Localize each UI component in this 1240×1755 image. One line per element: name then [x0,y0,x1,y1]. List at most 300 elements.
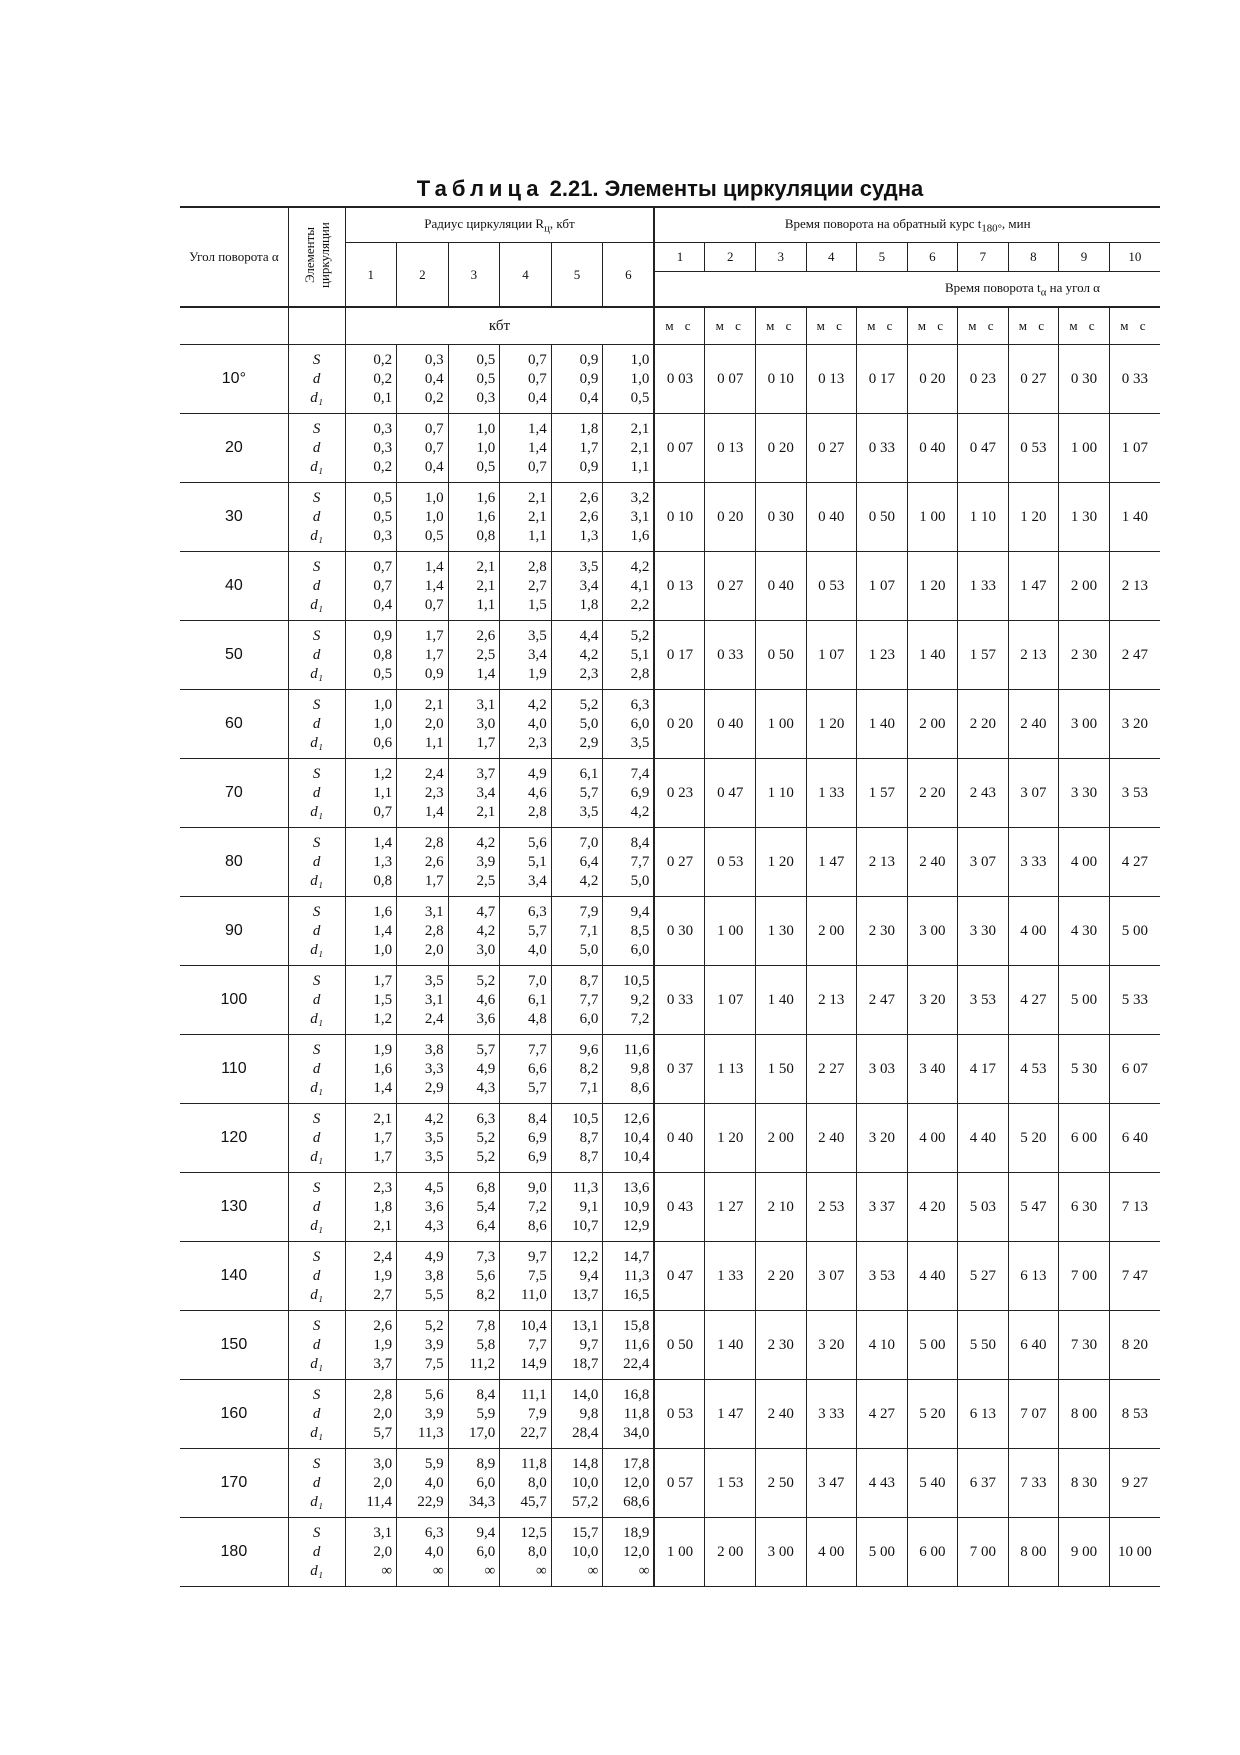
time-cell: 3 40 [907,1035,958,1104]
table-title-text: 2.21. Элементы циркуляции судна [549,176,924,201]
element-labels: S d d₁ [288,621,345,690]
time-cell: 0 30 [1059,345,1110,414]
time-col-8: 8 [1008,243,1059,272]
radius-cell: 12,6 10,4 10,4 [603,1104,655,1173]
time-cell: 1 00 [654,1518,705,1587]
time-cell: 0 30 [654,897,705,966]
unit-ms-3: м с [755,307,806,345]
time-cell: 2 40 [1008,690,1059,759]
radius-cell: 1,4 1,4 0,7 [500,414,552,483]
unit-ms-5: м с [857,307,908,345]
time-cell: 0 27 [705,552,756,621]
time-cell: 1 20 [907,552,958,621]
element-labels: S d d₁ [288,345,345,414]
angle-cell: 150 [180,1311,288,1380]
radius-cell: 2,8 2,6 1,7 [397,828,449,897]
table-row [180,828,1160,897]
angle-cell: 80 [180,828,288,897]
time-cell: 2 20 [958,690,1009,759]
time-cell: 10 00 [1109,1518,1160,1587]
radius-col-5: 5 [551,243,603,308]
radius-cell: 2,3 1,8 2,1 [345,1173,397,1242]
time-cell: 4 30 [1059,897,1110,966]
radius-cell: 1,0 1,0 0,6 [345,690,397,759]
radius-cell: 9,4 8,5 6,0 [603,897,655,966]
time-cell: 0 47 [958,414,1009,483]
time-cell: 1 00 [755,690,806,759]
radius-cell: 17,8 12,0 68,6 [603,1449,655,1518]
table-row [180,1173,1160,1242]
time-cell: 6 13 [958,1380,1009,1449]
angle-cell: 50 [180,621,288,690]
element-labels: S d d₁ [288,1311,345,1380]
angle-cell: 60 [180,690,288,759]
angle-cell: 120 [180,1104,288,1173]
angle-cell: 160 [180,1380,288,1449]
radius-cell: 1,6 1,6 0,8 [448,483,500,552]
time-cell: 0 13 [705,414,756,483]
time-cell: 1 40 [1109,483,1160,552]
time-cell: 0 30 [755,483,806,552]
time-cell: 9 27 [1109,1449,1160,1518]
radius-cell: 9,6 8,2 7,1 [551,1035,603,1104]
radius-cell: 7,4 6,9 4,2 [603,759,655,828]
radius-col-3: 3 [448,243,500,308]
radius-col-2: 2 [397,243,449,308]
time-cell: 2 40 [907,828,958,897]
table-row [180,345,1160,414]
time-cell: 5 00 [907,1311,958,1380]
time-cell: 4 10 [857,1311,908,1380]
angle-cell: 130 [180,1173,288,1242]
time-cell: 0 23 [654,759,705,828]
radius-cell: 0,7 0,7 0,4 [397,414,449,483]
time-cell: 7 30 [1059,1311,1110,1380]
radius-cell: 1,0 1,0 0,5 [397,483,449,552]
time-cell: 1 20 [806,690,857,759]
time-cell: 1 07 [857,552,908,621]
radius-cell: 10,4 7,7 14,9 [500,1311,552,1380]
time-cell: 1 47 [705,1380,756,1449]
radius-cell: 1,0 1,0 0,5 [603,345,655,414]
angle-cell: 70 [180,759,288,828]
radius-cell: 1,9 1,6 1,4 [345,1035,397,1104]
radius-cell: 7,3 5,6 8,2 [448,1242,500,1311]
time-cell: 2 13 [806,966,857,1035]
time-cell: 1 47 [806,828,857,897]
time-cell: 4 53 [1008,1035,1059,1104]
time-cell: 3 20 [907,966,958,1035]
time-cell: 7 00 [958,1518,1009,1587]
table-row [180,1104,1160,1173]
radius-cell: 13,6 10,9 12,9 [603,1173,655,1242]
radius-cell: 2,1 2,1 1,1 [603,414,655,483]
time-cell: 2 10 [755,1173,806,1242]
time-cell: 1 57 [958,621,1009,690]
time-cell: 9 00 [1059,1518,1110,1587]
element-labels: S d d₁ [288,1518,345,1587]
radius-cell: 5,2 5,1 2,8 [603,621,655,690]
element-labels: S d d₁ [288,1173,345,1242]
time-cell: 2 50 [755,1449,806,1518]
time-cell: 4 00 [806,1518,857,1587]
time-cell: 0 10 [654,483,705,552]
time-cell: 3 20 [806,1311,857,1380]
table-row [180,1035,1160,1104]
time-cell: 1 30 [1059,483,1110,552]
time-cell: 1 33 [958,552,1009,621]
time-cell: 0 17 [857,345,908,414]
time-cell: 0 40 [755,552,806,621]
time-cell: 0 07 [654,414,705,483]
radius-cell: 7,7 6,6 5,7 [500,1035,552,1104]
radius-cell: 5,6 3,9 11,3 [397,1380,449,1449]
time-cell: 1 20 [705,1104,756,1173]
radius-cell: 4,5 3,6 4,3 [397,1173,449,1242]
element-labels: S d d₁ [288,1104,345,1173]
time-cell: 0 40 [907,414,958,483]
time-cell: 6 00 [907,1518,958,1587]
radius-cell: 11,8 8,0 45,7 [500,1449,552,1518]
time-cell: 2 20 [755,1242,806,1311]
radius-cell: 9,7 7,5 11,0 [500,1242,552,1311]
unit-ms-6: м с [907,307,958,345]
time-cell: 0 43 [654,1173,705,1242]
radius-cell: 7,9 7,1 5,0 [551,897,603,966]
time-cell: 2 47 [857,966,908,1035]
time-cell: 4 27 [857,1380,908,1449]
radius-cell: 0,3 0,3 0,2 [345,414,397,483]
radius-cell: 11,6 9,8 8,6 [603,1035,655,1104]
time-cell: 6 40 [1008,1311,1059,1380]
radius-cell: 14,7 11,3 16,5 [603,1242,655,1311]
time-cell: 1 33 [705,1242,756,1311]
circulation-table [180,206,1160,1587]
elements-header: Элементы циркуляции [288,207,345,307]
radius-cell: 5,2 4,6 3,6 [448,966,500,1035]
table-row [180,897,1160,966]
table-row [180,759,1160,828]
time-cell: 5 50 [958,1311,1009,1380]
time-cell: 2 40 [806,1104,857,1173]
time-cell: 7 00 [1059,1242,1110,1311]
radius-cell: 18,9 12,0 ∞ [603,1518,655,1587]
element-labels: S d d₁ [288,897,345,966]
angle-cell: 170 [180,1449,288,1518]
time-cell: 1 33 [806,759,857,828]
time-cell: 8 53 [1109,1380,1160,1449]
table-row [180,621,1160,690]
unit-ms-9: м с [1059,307,1110,345]
time-cell: 0 23 [958,345,1009,414]
table-row [180,1518,1160,1587]
time-cell: 8 00 [1059,1380,1110,1449]
time-cell: 6 07 [1109,1035,1160,1104]
time-cell: 0 47 [705,759,756,828]
time-cell: 3 33 [806,1380,857,1449]
radius-cell: 0,9 0,9 0,4 [551,345,603,414]
time-cell: 1 57 [857,759,908,828]
time-cell: 2 27 [806,1035,857,1104]
angle-header: Угол поворота α [180,207,288,307]
radius-cell: 0,7 0,7 0,4 [500,345,552,414]
time-cell: 3 07 [1008,759,1059,828]
element-labels: S d d₁ [288,1449,345,1518]
radius-cell: 4,9 4,6 2,8 [500,759,552,828]
time-cell: 0 03 [654,345,705,414]
radius-cell: 3,7 3,4 2,1 [448,759,500,828]
time-cell: 7 47 [1109,1242,1160,1311]
time-cell: 1 00 [705,897,756,966]
angle-cell: 140 [180,1242,288,1311]
time-col-10: 10 [1109,243,1160,272]
radius-cell: 1,7 1,5 1,2 [345,966,397,1035]
radius-cell: 0,2 0,2 0,1 [345,345,397,414]
time-cell: 6 37 [958,1449,1009,1518]
time-col-6: 6 [907,243,958,272]
radius-cell: 3,5 3,4 1,9 [500,621,552,690]
time-cell: 3 33 [1008,828,1059,897]
time-cell: 3 47 [806,1449,857,1518]
time-cell: 1 53 [705,1449,756,1518]
time-cell: 0 17 [654,621,705,690]
radius-cell: 5,7 4,9 4,3 [448,1035,500,1104]
time-cell: 0 07 [705,345,756,414]
time-cell: 4 27 [1109,828,1160,897]
time-cell: 1 10 [958,483,1009,552]
radius-cell: 8,4 7,7 5,0 [603,828,655,897]
time-cell: 2 00 [1059,552,1110,621]
table-row [180,552,1160,621]
time-cell: 0 50 [755,621,806,690]
time-cell: 2 13 [1008,621,1059,690]
radius-cell: 2,4 2,3 1,4 [397,759,449,828]
time-cell: 2 13 [1109,552,1160,621]
element-labels: S d d₁ [288,828,345,897]
time-cell: 8 30 [1059,1449,1110,1518]
unit-ms-10: м с [1109,307,1160,345]
table-title-label: Таблица [416,176,544,201]
radius-cell: 1,7 1,7 0,9 [397,621,449,690]
time-cell: 0 33 [654,966,705,1035]
time-cell: 3 53 [1109,759,1160,828]
time-col-1: 1 [654,243,705,272]
radius-cell: 8,4 5,9 17,0 [448,1380,500,1449]
time-cell: 1 40 [857,690,908,759]
radius-cell: 6,8 5,4 6,4 [448,1173,500,1242]
radius-cell: 0,5 0,5 0,3 [448,345,500,414]
radius-cell: 6,3 6,0 3,5 [603,690,655,759]
time-cell: 1 10 [755,759,806,828]
table-row [180,966,1160,1035]
element-labels: S d d₁ [288,966,345,1035]
element-labels: S d d₁ [288,414,345,483]
time-cell: 0 53 [1008,414,1059,483]
time-cell: 4 20 [907,1173,958,1242]
radius-cell: 12,2 9,4 13,7 [551,1242,603,1311]
table-row [180,1311,1160,1380]
time-cell: 2 20 [907,759,958,828]
radius-cell: 3,8 3,3 2,9 [397,1035,449,1104]
radius-cell: 15,8 11,6 22,4 [603,1311,655,1380]
time-cell: 5 20 [1008,1104,1059,1173]
radius-cell: 3,5 3,1 2,4 [397,966,449,1035]
time-cell: 5 27 [958,1242,1009,1311]
radius-cell: 6,3 5,7 4,0 [500,897,552,966]
time-cell: 0 57 [654,1449,705,1518]
radius-cell: 0,7 0,7 0,4 [345,552,397,621]
radius-cell: 0,5 0,5 0,3 [345,483,397,552]
time-cell: 0 40 [705,690,756,759]
time-cell: 0 50 [857,483,908,552]
table-row [180,414,1160,483]
time-cell: 0 33 [705,621,756,690]
time-cell: 1 27 [705,1173,756,1242]
time-cell: 4 27 [1008,966,1059,1035]
radius-cell: 16,8 11,8 34,0 [603,1380,655,1449]
time-alpha-header: Время поворота $t_\alpha$ на угол α [654,272,1160,308]
radius-col-1: 1 [345,243,397,308]
radius-cell: 1,6 1,4 1,0 [345,897,397,966]
time-cell: 0 20 [705,483,756,552]
time-cell: 0 53 [654,1380,705,1449]
time-cell: 1 00 [1059,414,1110,483]
angle-cell: 30 [180,483,288,552]
time-col-4: 4 [806,243,857,272]
angle-cell: 40 [180,552,288,621]
radius-col-6: 6 [603,243,655,308]
radius-cell: 2,8 2,0 5,7 [345,1380,397,1449]
radius-cell: 9,4 6,0 ∞ [448,1518,500,1587]
radius-cell: 4,2 4,1 2,2 [603,552,655,621]
time-cell: 2 40 [755,1380,806,1449]
units-row [180,307,1160,345]
time-cell: 3 53 [958,966,1009,1035]
time-cell: 1 07 [705,966,756,1035]
angle-cell: 100 [180,966,288,1035]
time-cell: 2 00 [755,1104,806,1173]
radius-cell: 14,0 9,8 28,4 [551,1380,603,1449]
header-row-1 [180,207,1160,243]
radius-col-4: 4 [500,243,552,308]
radius-cell: 8,4 6,9 6,9 [500,1104,552,1173]
element-labels: S d d₁ [288,552,345,621]
time-cell: 6 30 [1059,1173,1110,1242]
radius-cell: 2,8 2,7 1,5 [500,552,552,621]
radius-cell: 1,4 1,3 0,8 [345,828,397,897]
time-cell: 3 30 [1059,759,1110,828]
table-row [180,483,1160,552]
time-cell: 5 00 [1109,897,1160,966]
time-cell: 0 37 [654,1035,705,1104]
time-cell: 3 53 [857,1242,908,1311]
time-cell: 5 33 [1109,966,1160,1035]
time-cell: 1 20 [1008,483,1059,552]
radius-cell: 3,1 3,0 1,7 [448,690,500,759]
time-cell: 1 40 [755,966,806,1035]
angle-cell: 20 [180,414,288,483]
unit-kbt: кбт [345,307,654,345]
time-cell: 1 40 [705,1311,756,1380]
radius-cell: 2,6 2,6 1,3 [551,483,603,552]
radius-cell: 3,5 3,4 1,8 [551,552,603,621]
time-cell: 2 00 [705,1518,756,1587]
radius-cell: 13,1 9,7 18,7 [551,1311,603,1380]
element-labels: S d d₁ [288,1380,345,1449]
radius-cell: 2,1 2,1 1,1 [448,552,500,621]
time-cell: 2 53 [806,1173,857,1242]
radius-cell: 3,1 2,0 ∞ [345,1518,397,1587]
unit-ms-2: м с [705,307,756,345]
radius-cell: 2,1 1,7 1,7 [345,1104,397,1173]
unit-ms-8: м с [1008,307,1059,345]
time-cell: 5 03 [958,1173,1009,1242]
radius-cell: 8,9 6,0 34,3 [448,1449,500,1518]
time-cell: 1 30 [755,897,806,966]
time-cell: 1 50 [755,1035,806,1104]
time-cell: 1 23 [857,621,908,690]
time-cell: 8 20 [1109,1311,1160,1380]
time-cell: 2 47 [1109,621,1160,690]
element-labels: S d d₁ [288,690,345,759]
time-cell: 0 10 [755,345,806,414]
time-cell: 3 20 [857,1104,908,1173]
angle-cell: 90 [180,897,288,966]
time180-header: Время поворота на обратный курс $t_{180^\circ}$, мин [654,207,1160,243]
time-cell: 5 40 [907,1449,958,1518]
time-cell: 7 33 [1008,1449,1059,1518]
radius-cell: 1,0 1,0 0,5 [448,414,500,483]
radius-cell: 14,8 10,0 57,2 [551,1449,603,1518]
unit-ms-7: м с [958,307,1009,345]
radius-cell: 4,9 3,8 5,5 [397,1242,449,1311]
radius-cell: 0,9 0,8 0,5 [345,621,397,690]
time-cell: 1 40 [907,621,958,690]
time-cell: 4 00 [1008,897,1059,966]
radius-cell: 5,2 5,0 2,9 [551,690,603,759]
time-cell: 0 40 [806,483,857,552]
table-title [180,176,1160,202]
time-cell: 2 00 [806,897,857,966]
time-cell: 7 07 [1008,1380,1059,1449]
angle-cell: 180 [180,1518,288,1587]
time-cell: 6 13 [1008,1242,1059,1311]
time-cell: 1 13 [705,1035,756,1104]
time-cell: 3 07 [806,1242,857,1311]
time-cell: 5 47 [1008,1173,1059,1242]
time-cell: 3 00 [1059,690,1110,759]
element-labels: S d d₁ [288,1242,345,1311]
time-cell: 0 53 [705,828,756,897]
time-cell: 0 27 [806,414,857,483]
time-cell: 0 20 [755,414,806,483]
radius-cell: 4,2 3,9 2,5 [448,828,500,897]
time-cell: 4 40 [958,1104,1009,1173]
radius-cell: 11,3 9,1 10,7 [551,1173,603,1242]
time-cell: 0 20 [907,345,958,414]
time-cell: 5 00 [1059,966,1110,1035]
unit-ms-4: м с [806,307,857,345]
time-col-7: 7 [958,243,1009,272]
time-cell: 3 30 [958,897,1009,966]
table-body [180,345,1160,1587]
radius-cell: 5,2 3,9 7,5 [397,1311,449,1380]
radius-cell: 10,5 8,7 8,7 [551,1104,603,1173]
radius-cell: 15,7 10,0 ∞ [551,1518,603,1587]
time-cell: 3 20 [1109,690,1160,759]
radius-cell: 6,3 5,2 5,2 [448,1104,500,1173]
time-cell: 1 47 [1008,552,1059,621]
